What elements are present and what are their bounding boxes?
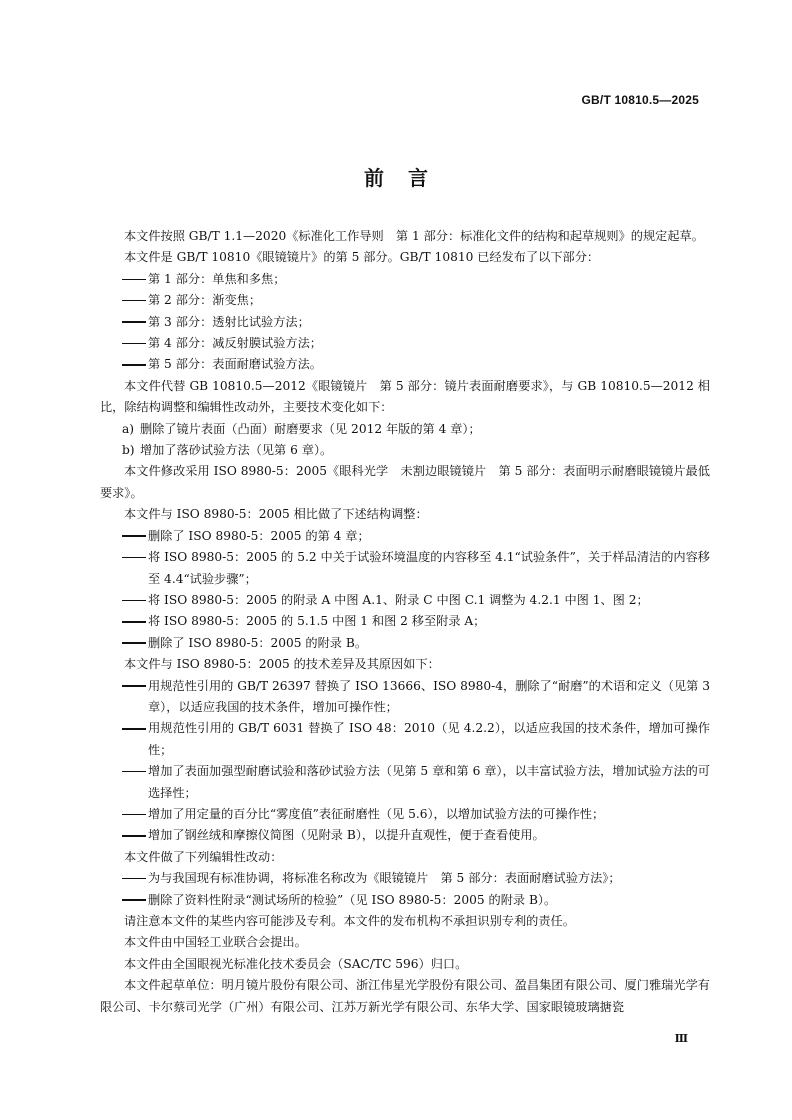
dash-mark [122, 804, 148, 825]
dash-item [100, 718, 710, 761]
list-marker: a) [122, 421, 135, 436]
list-item-text: 删除了镜片表面（凸面）耐磨要求（见 2012 年版的第 4 章）； [140, 421, 481, 436]
dash-item [100, 633, 710, 654]
dash-item-text: 删除了资料性附录“测试场所的检验”（见 ISO 8980-5：2005 的附录 B）。 [148, 892, 557, 907]
dash-item-text: 增加了钢丝绒和摩擦仪简图（见附录 B），以提升直观性，便于查看使用。 [148, 828, 545, 843]
dash-mark [122, 312, 148, 333]
dash-item-text: 增加了用定量的百分比“雾度值”表征耐磨性（见 5.6），以增加试验方法的可操作性； [148, 806, 605, 821]
dash-item-text: 第 4 部分：减反射膜试验方法； [148, 336, 322, 351]
list-item [100, 419, 710, 440]
paragraph: 本文件与 ISO 8980-5：2005 的技术差异及其原因如下： [124, 657, 440, 672]
dash-mark [122, 290, 148, 311]
paragraph: 本文件由全国眼视光标准化技术委员会（SAC/TC 596）归口。 [124, 956, 468, 971]
dash-mark [122, 590, 148, 611]
dash-item [100, 547, 710, 590]
dash-item [100, 269, 710, 290]
list-marker: b) [122, 443, 135, 458]
dash-mark [122, 868, 148, 889]
dash-item-text: 增加了表面加强型耐磨试验和落砂试验方法（见第 5 章和第 6 章），以丰富试验方法，增加试验方法的可选择性； [148, 764, 710, 800]
paragraph: 请注意本文件的某些内容可能涉及专利。本文件的发布机构不承担识别专利的责任。 [124, 914, 575, 928]
paragraph: 本文件与 ISO 8980-5：2005 相比做了下述结构调整： [124, 507, 428, 522]
page-title: 前言 [364, 166, 452, 190]
dash-item [100, 890, 710, 911]
dash-mark [122, 761, 148, 782]
standard-code: GB/T 10810.5—2025 [581, 93, 699, 107]
dash-item-text: 用规范性引用的 GB/T 26397 替换了 ISO 13666、ISO 8980-4，删除了“耐磨”的术语和定义（见第 3 章），以适应我国的技术条件，增加可操作性； [148, 678, 710, 714]
dash-mark [122, 526, 148, 547]
dash-item-text: 将 ISO 8980-5：2005 的 5.1.5 中图 1 和图 2 移至附录 A； [148, 614, 486, 629]
dash-item [100, 868, 710, 889]
paragraph: 本文件按照 GB/T 1.1—2020《标准化工作导则 第 1 部分：标准化文件的结构和起草规则》的规定起草。 [124, 229, 704, 243]
dash-item-text: 用规范性引用的 GB/T 6031 替换了 ISO 48：2010（见 4.2.2），以适应我国的技术条件，增加可操作性； [148, 721, 710, 757]
dash-item-text: 第 3 部分：透射比试验方法； [148, 314, 310, 329]
paragraph: 本文件代替 GB 10810.5—2012《眼镜镜片 第 5 部分：镜片表面耐磨要求》，与 GB 10810.5—2012 相比，除结构调整和编辑性改动外，主要技术变化如下： [100, 378, 710, 415]
dash-mark [122, 333, 148, 354]
list-item [100, 440, 710, 461]
dash-item-text: 删除了 ISO 8980-5：2005 的第 4 章； [148, 528, 370, 543]
dash-item [100, 333, 710, 354]
page-number: Ⅲ [674, 1032, 688, 1045]
dash-mark [122, 633, 148, 654]
dash-item-text: 第 1 部分：单焦和多焦； [148, 271, 286, 286]
dash-item-text: 第 5 部分：表面耐磨试验方法。 [148, 357, 322, 372]
dash-item [100, 761, 710, 804]
dash-item-text: 将 ISO 8980-5：2005 的 5.2 中关于试验环境温度的内容移至 4.1“试验条件”，关于样品清洁的内容移至 4.4“试验步骤”； [148, 550, 710, 586]
dash-item-text: 为与我国现有标准协调，将标准名称改为《眼镜镜片 第 5 部分：表面耐磨试验方法》； [148, 871, 621, 886]
paragraph: 本文件由中国轻工业联合会提出。 [124, 935, 307, 950]
dash-item [100, 590, 710, 611]
dash-item [100, 804, 710, 825]
dash-item-text: 将 ISO 8980-5：2005 的附录 A 中图 A.1、附录 C 中图 C.1 调整为 4.2.1 中图 1、图 2； [148, 592, 649, 607]
dash-item [100, 312, 710, 333]
dash-mark [122, 269, 148, 290]
paragraph: 本文件修改采用 ISO 8980-5：2005《眼科光学 未割边眼镜镜片 第 5 部分：表面明示耐磨眼镜镜片最低要求》。 [100, 464, 710, 500]
dash-item [100, 611, 710, 632]
dash-item [100, 290, 710, 311]
dash-item-text: 删除了 ISO 8980-5：2005 的附录 B。 [148, 635, 368, 650]
dash-mark [122, 547, 148, 568]
document-body [100, 226, 710, 1018]
dash-mark [122, 825, 148, 846]
paragraph: 本文件做了下列编辑性改动： [124, 849, 283, 864]
dash-mark [122, 676, 148, 697]
dash-mark [122, 611, 148, 632]
dash-mark [122, 890, 148, 911]
dash-item-text: 第 2 部分：渐变焦； [148, 293, 262, 308]
dash-item [100, 825, 710, 846]
dash-mark [122, 354, 148, 375]
dash-mark [122, 718, 148, 739]
paragraph: 本文件起草单位：明月镜片股份有限公司、浙江伟星光学股份有限公司、盈昌集团有限公司、厦门雅瑞光学有限公司、卡尔蔡司光学（广州）有限公司、江苏万新光学有限公司、东华大学、国家眼镜玻璃搪瓷 [100, 978, 710, 1014]
list-item-text: 增加了落砂试验方法（见第 6 章）。 [140, 443, 333, 458]
paragraph: 本文件是 GB/T 10810《眼镜镜片》的第 5 部分。GB/T 10810 已经发布了以下部分： [124, 250, 600, 265]
dash-item [100, 354, 710, 375]
dash-item [100, 526, 710, 547]
dash-item [100, 676, 710, 719]
